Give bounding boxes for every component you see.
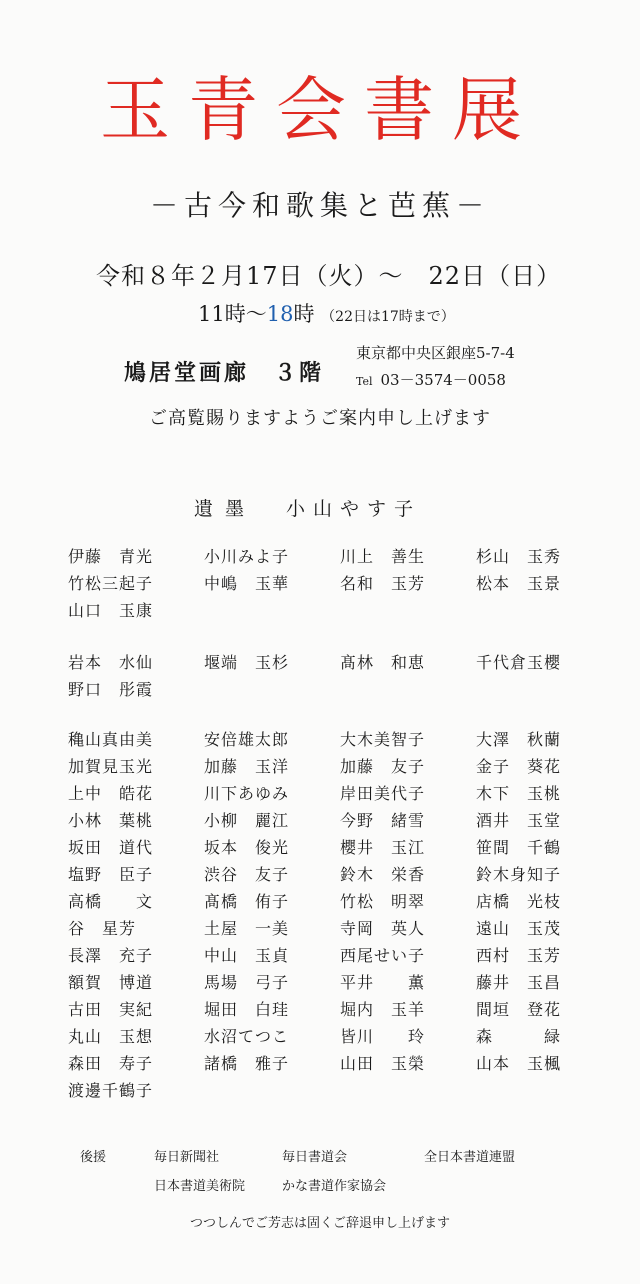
exhibitor-name: 髙林 和恵 [340,653,426,672]
exhibitor-name: 伊藤 青光 [68,547,154,566]
memorial-works [194,494,421,521]
exhibitor-name: 諸橋 雅子 [204,1054,290,1073]
exhibitor-name: 加賀見玉光 [68,757,154,776]
exhibitor-name: 堀田 白珪 [204,1000,290,1019]
exhibitor-name: 大木美智子 [340,730,426,749]
exhibitor-name: 川下あゆみ [204,784,290,803]
exhibitor-name: 平井 薫 [340,973,426,992]
exhibitor-name: 水沼てつこ [204,1027,290,1046]
exhibitor-name: 岩本 水仙 [68,653,154,672]
exhibitor-name: 坂本 俊光 [204,838,290,857]
supporter-org: 全日本書道連盟 [424,1150,516,1165]
exhibitor-name: 坂田 道代 [68,838,154,857]
invitation-text: ご高覧賜りますようご案内申し上げます [149,408,491,429]
hours-separator: 時～ [224,302,267,326]
exhibitor-name: 山口 玉康 [68,601,154,620]
exhibitor-name: 谷 星芳 [68,919,137,938]
exhibitor-name: 加藤 友子 [340,757,426,776]
venue-name: 鳩居堂画廊 ３階 [124,360,325,386]
exhibition-hours [198,298,455,328]
exhibitor-name: 森田 寿子 [68,1054,154,1073]
exhibitor-name: 渡邊千鶴子 [68,1081,154,1100]
exhibitor-name: 店橋 光枝 [476,892,562,911]
exhibitor-name: 額賀 博道 [68,973,154,992]
exhibitor-name: 堀内 玉羊 [340,1000,426,1019]
exhibitor-name: 丸山 玉想 [68,1027,154,1046]
exhibitor-name: 今野 緒雪 [340,811,426,830]
exhibitor-name: 名和 玉芳 [340,574,426,593]
hours-end: 18 [266,302,294,326]
exhibitor-name: 西尾せい子 [340,946,426,965]
exhibitor-name: 加藤 玉洋 [204,757,290,776]
exhibitor-name: 小川みよ子 [204,547,290,566]
supporter-org: かな書道作家協会 [282,1179,387,1194]
exhibitor-name: 穐山真由美 [68,730,154,749]
exhibitor-name: 小林 葉桃 [68,811,154,830]
supporter-org: 毎日書道会 [282,1150,348,1165]
exhibitor-name: 小柳 麗江 [204,811,290,830]
exhibitor-name: 鈴木 栄香 [340,865,426,884]
exhibitor-name: 間垣 登花 [476,1000,562,1019]
exhibitor-name: 松本 玉景 [476,574,562,593]
tel-number: 03－3574－0058 [380,371,506,389]
exhibitor-name: 川上 善生 [340,547,426,566]
exhibitor-name: 千代倉玉櫻 [476,653,562,672]
venue-address-block [356,340,515,395]
hours-end-suffix: 時 [293,302,315,326]
exhibitor-name: 森 緑 [476,1027,562,1046]
exhibitor-name: 山本 玉楓 [476,1054,562,1073]
exhibitor-name: 塩野 臣子 [68,865,154,884]
exhibitor-name: 杉山 玉秀 [476,547,562,566]
exhibitor-name: 藤井 玉昌 [476,973,562,992]
exhibitor-name: 馬場 弓子 [204,973,290,992]
venue-address: 東京都中央区銀座5-7-4 [356,344,515,362]
exhibition-dates: 令和８年２月17日（火）～ 22日（日） [96,262,562,290]
exhibitor-name: 髙橋 侑子 [204,892,290,911]
exhibitor-name: 大澤 秋蘭 [476,730,562,749]
exhibitor-name: 鈴木身知子 [476,865,562,884]
exhibitor-group-1 [68,545,608,622]
exhibitor-name: 中嶋 玉華 [204,574,290,593]
exhibitor-name: 堰端 玉杉 [204,653,290,672]
exhibitor-name: 野口 彤霞 [68,680,154,699]
exhibition-subtitle: －古今和歌集と芭蕉－ [149,189,490,222]
hours-start: 11 [198,302,225,326]
exhibitor-name: 上中 皓花 [68,784,154,803]
support-label: 後援 [80,1150,107,1165]
exhibitor-name: 竹松 明翠 [340,892,426,911]
exhibitor-name: 皆川 玲 [340,1027,426,1046]
exhibitor-name: 竹松三起子 [68,574,154,593]
exhibitor-name: 櫻井 玉江 [340,838,426,857]
memorial-name: 小山やす子 [286,498,422,520]
exhibitor-name: 高橋 文 [68,892,154,911]
exhibitor-name: 寺岡 英人 [340,919,426,938]
supporter-org: 日本書道美術院 [154,1179,246,1194]
supporter-org: 毎日新聞社 [154,1150,220,1165]
exhibitor-name: 岸田美代子 [340,784,426,803]
exhibitor-group-3 [68,728,608,1102]
closing-note: つつしんでご芳志は固くご辞退申し上げます [189,1216,450,1231]
exhibitor-name: 西村 玉芳 [476,946,562,965]
exhibition-title: 玉青会書展 [100,69,540,151]
exhibitor-name: 長澤 充子 [68,946,154,965]
hours-note: （22日は17時まで） [321,309,455,325]
exhibitor-name: 古田 実紀 [68,1000,154,1019]
memorial-label: 遺墨 [194,498,257,520]
exhibitor-name: 酒井 玉堂 [476,811,562,830]
exhibitor-name: 木下 玉桃 [476,784,562,803]
exhibitor-group-2 [68,651,608,701]
exhibitor-name: 土屋 一美 [204,919,290,938]
exhibitor-name: 遠山 玉茂 [476,919,562,938]
venue-phone [356,367,515,395]
exhibitor-name: 山田 玉榮 [340,1054,426,1073]
tel-label: Tel [356,375,373,388]
exhibitor-name: 笹間 千鶴 [476,838,562,857]
exhibitor-name: 金子 葵花 [476,757,562,776]
exhibitor-name: 安倍雄太郎 [204,730,290,749]
exhibitor-name: 中山 玉貞 [204,946,290,965]
exhibitor-name: 渋谷 友子 [204,865,290,884]
